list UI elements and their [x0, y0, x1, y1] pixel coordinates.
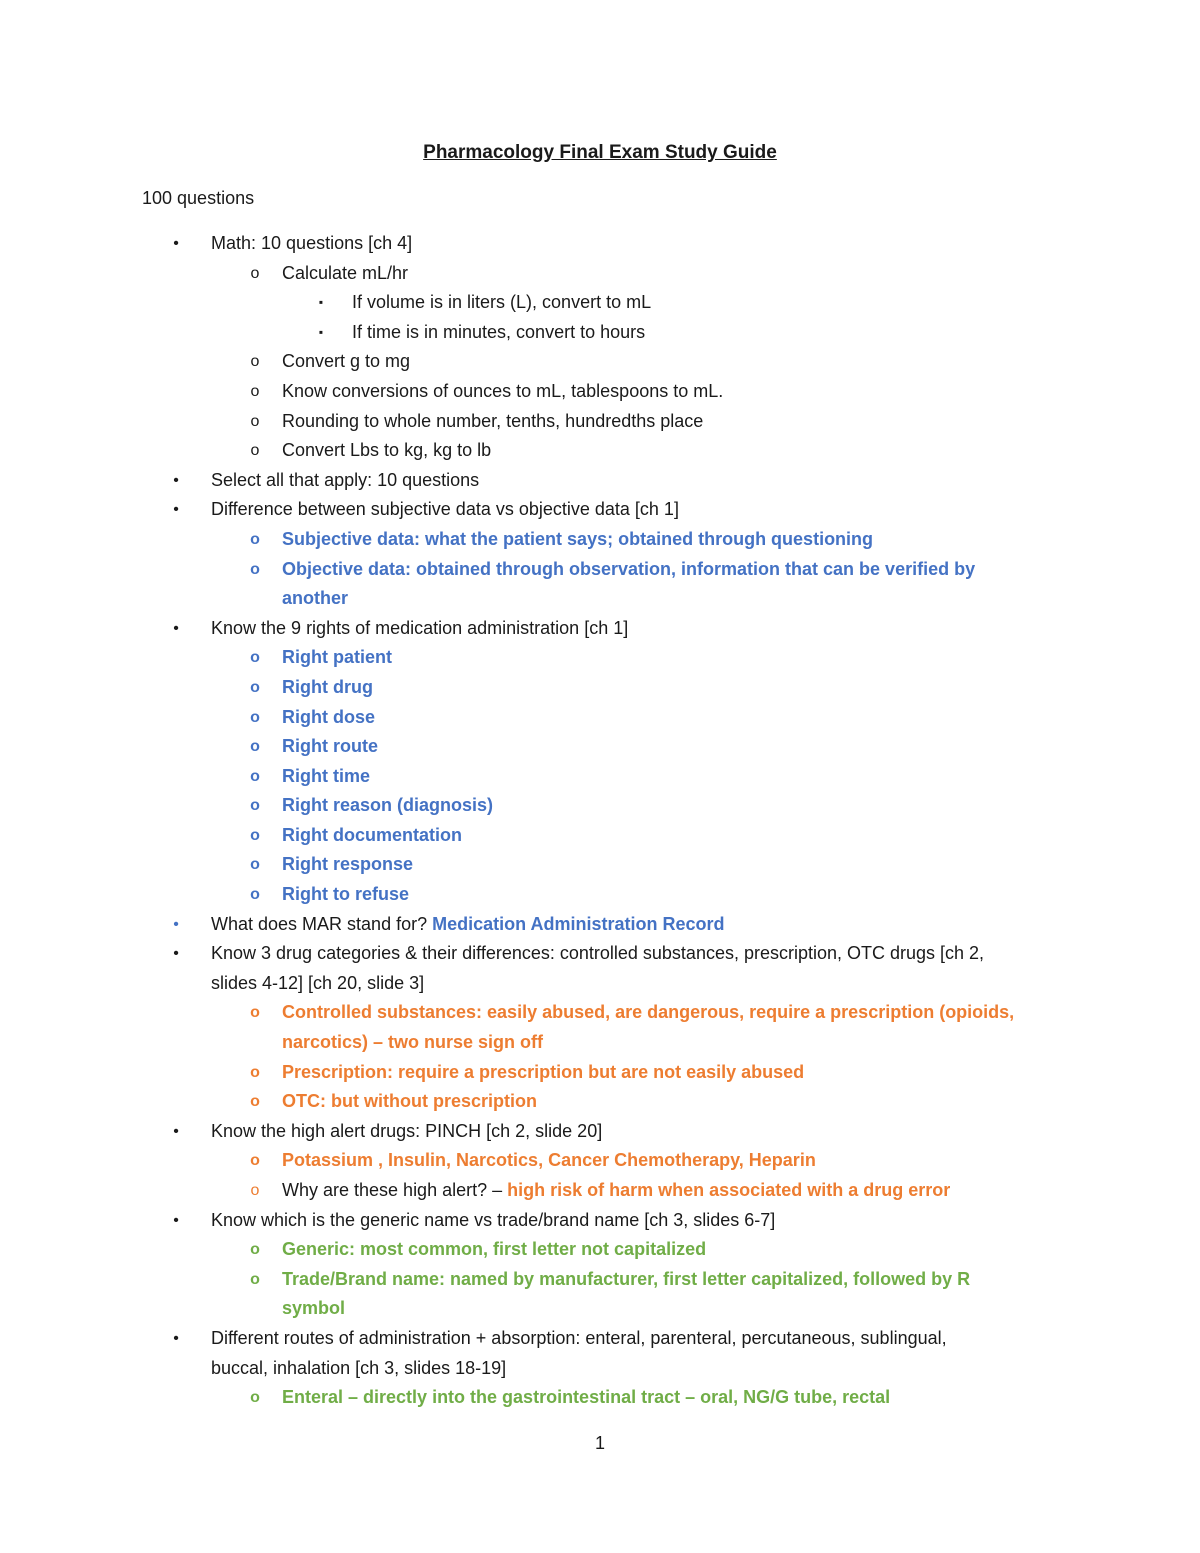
circle-bullet-icon: o [250, 1389, 260, 1407]
mar-question: What does MAR stand for? [211, 913, 433, 934]
disc-bullet-icon: • [173, 235, 179, 252]
list-item: ▪ If volume is in liters (L), convert to mL [0, 288, 1200, 318]
circle-bullet-icon: o [250, 708, 260, 726]
circle-bullet-icon: o [250, 1270, 260, 1288]
circle-bullet-icon: o [250, 1004, 260, 1022]
high-alert-question: Why are these high alert? – [282, 1180, 508, 1200]
circle-bullet-icon: o [250, 1152, 260, 1170]
list-item: • Know the 9 rights of medication administration [ch 1] [0, 614, 1200, 644]
disc-bullet-icon: • [173, 619, 179, 637]
list-item-continuation: buccal, inhalation [ch 3, slides 18-19] [211, 1357, 507, 1378]
list-item: • Difference between subjective data vs objective data [ch 1] [0, 495, 1200, 525]
circle-bullet-icon: o [250, 560, 260, 578]
list-item [0, 1176, 1200, 1206]
list-item: o Right dose [0, 703, 1200, 733]
list-item: o Right response [0, 850, 1200, 880]
list-item: o Generic: most common, first letter not capitalized [0, 1235, 1200, 1265]
list-item: • Know 3 drug categories & their differences: controlled substances, prescription, OTC drugs [ch 2, [0, 939, 1200, 969]
high-alert-answer: high risk of harm when associated with a drug error [507, 1180, 951, 1200]
list-item: o Right to refuse [0, 880, 1200, 910]
mar-answer: Medication Administration Record [432, 913, 725, 934]
outline-list [0, 229, 1200, 1413]
list-item: ▪ If time is in minutes, convert to hours [0, 318, 1200, 348]
circle-bullet-icon: o [250, 886, 260, 904]
circle-bullet-icon: o [250, 826, 260, 844]
list-item: o Subjective data: what the patient says; obtained through questioning [0, 525, 1200, 555]
list-item: • Know the high alert drugs: PINCH [ch 2, slide 20] [0, 1117, 1200, 1147]
list-item: o Convert Lbs to kg, kg to lb [0, 436, 1200, 466]
list-item: • Know which is the generic name vs trade/brand name [ch 3, slides 6-7] [0, 1206, 1200, 1236]
circle-bullet-icon: o [250, 1241, 260, 1259]
list-item: o Right route [0, 732, 1200, 762]
list-item: o Calculate mL/hr [0, 259, 1200, 289]
list-item: o Controlled substances: easily abused, are dangerous, require a prescription (opioids, [0, 998, 1200, 1028]
list-item: • Select all that apply: 10 questions [0, 466, 1200, 496]
disc-bullet-icon: • [173, 471, 179, 489]
disc-bullet-icon: • [173, 915, 179, 933]
circle-bullet-icon: o [250, 738, 260, 756]
list-item [0, 910, 1200, 940]
list-item-continuation: another [282, 588, 349, 609]
list-item: o Right drug [0, 673, 1200, 703]
square-bullet-icon: ▪ [318, 324, 324, 339]
circle-bullet-icon: o [250, 1093, 260, 1111]
circle-bullet-icon: o [250, 649, 260, 667]
list-item: • Different routes of administration + absorption: enteral, parenteral, percutaneous, sublingual, [0, 1324, 1200, 1354]
list-item: • Math: 10 questions [ch 4] [0, 229, 1200, 259]
page-number: 1 [594, 1433, 605, 1453]
circle-bullet-icon: o [250, 264, 260, 282]
list-item: o Trade/Brand name: named by manufacturer, first letter capitalized, followed by R [0, 1265, 1200, 1295]
list-item: o OTC: but without prescription [0, 1087, 1200, 1117]
circle-bullet-icon: o [250, 678, 260, 696]
list-item: o Right documentation [0, 821, 1200, 851]
list-item: o Potassium , Insulin, Narcotics, Cancer Chemotherapy, Heparin [0, 1146, 1200, 1176]
circle-bullet-icon: o [250, 382, 260, 400]
circle-bullet-icon: o [250, 767, 260, 785]
list-item: o Right time [0, 762, 1200, 792]
list-item: o Rounding to whole number, tenths, hundredths place [0, 407, 1200, 437]
list-item: o Right reason (diagnosis) [0, 791, 1200, 821]
list-item: o Know conversions of ounces to mL, tablespoons to mL. [0, 377, 1200, 407]
list-item: o Objective data: obtained through observation, information that can be verified by [0, 555, 1200, 585]
document-title: Pharmacology Final Exam Study Guide [423, 142, 777, 163]
circle-bullet-icon: o [250, 353, 260, 371]
disc-bullet-icon: • [173, 1211, 179, 1229]
circle-bullet-icon: o [250, 1063, 260, 1081]
list-item: o Convert g to mg [0, 347, 1200, 377]
question-count: 100 questions [142, 188, 255, 208]
list-item: o Prescription: require a prescription but are not easily abused [0, 1058, 1200, 1088]
circle-bullet-icon: o [250, 412, 260, 430]
disc-bullet-icon: • [173, 1122, 179, 1140]
circle-bullet-icon: o [250, 530, 260, 548]
square-bullet-icon: ▪ [318, 295, 324, 310]
disc-bullet-icon: • [173, 945, 179, 963]
circle-bullet-icon: o [250, 856, 260, 874]
disc-bullet-icon: • [173, 501, 179, 519]
circle-bullet-icon: o [250, 1182, 260, 1199]
list-item-continuation: slides 4-12] [ch 20, slide 3] [211, 972, 425, 993]
list-item: o Enteral – directly into the gastrointestinal tract – oral, NG/G tube, rectal [0, 1383, 1200, 1413]
circle-bullet-icon: o [250, 442, 260, 460]
list-item-continuation: narcotics) – two nurse sign off [282, 1032, 544, 1053]
list-item-continuation: symbol [282, 1298, 346, 1319]
list-item: o Right patient [0, 643, 1200, 673]
circle-bullet-icon: o [250, 797, 260, 815]
disc-bullet-icon: • [173, 1329, 179, 1347]
